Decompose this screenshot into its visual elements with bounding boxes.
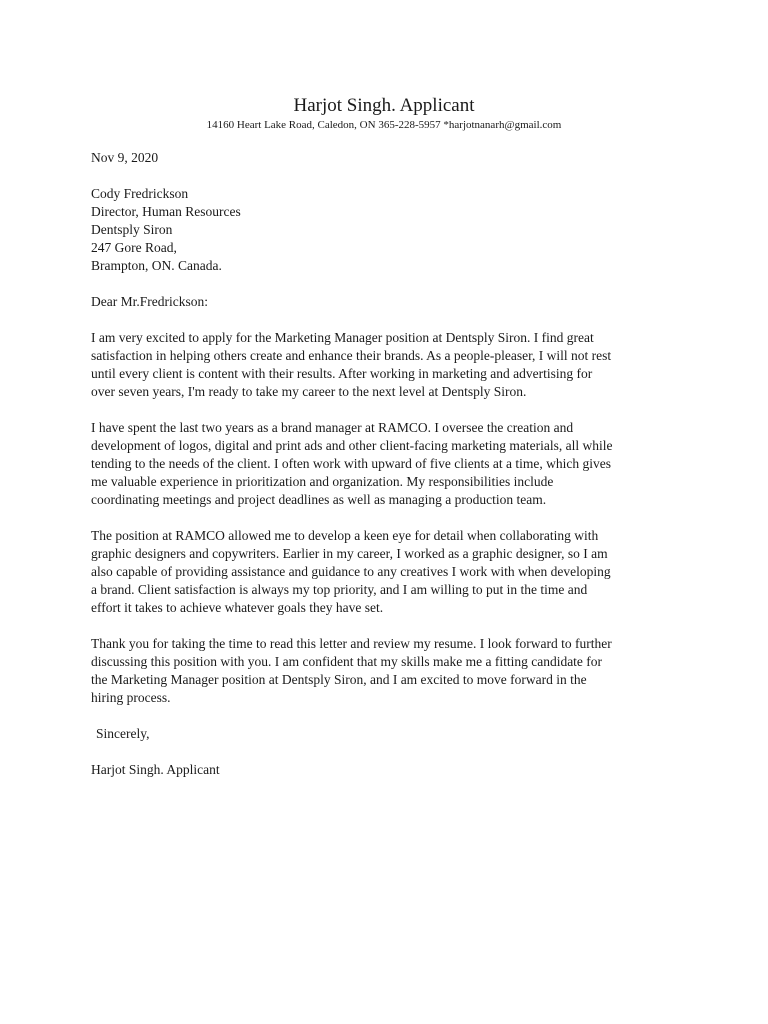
paragraph-line: the Marketing Manager position at Dentsply Siron, and I am excited to move forward in the [91, 672, 587, 687]
contact-line: 14160 Heart Lake Road, Caledon, ON 365-228-5957 *harjotnanarh@gmail.com [206, 119, 562, 131]
paragraph-line: over seven years, I'm ready to take my career to the next level at Dentsply Siron. [91, 384, 527, 399]
paragraph-line: me valuable experience in prioritization and organization. My responsibilities include [91, 474, 554, 489]
paragraph [91, 419, 691, 509]
paragraph-line: effort it takes to achieve whatever goals they have set. [91, 600, 384, 615]
paragraph-line: tending to the needs of the client. I often work with upward of five clients at a time, which gives [91, 456, 611, 471]
recipient-line: Cody Fredrickson [91, 186, 189, 201]
paragraph-line: satisfaction in helping others create and enhance their brands. As a people-pleaser, I will not rest [91, 348, 612, 363]
closing: Sincerely, [96, 726, 150, 741]
recipient-block [91, 185, 691, 275]
letter-body [91, 149, 691, 779]
recipient-line: Brampton, ON. Canada. [91, 258, 222, 273]
paragraph-line: The position at RAMCO allowed me to develop a keen eye for detail when collaborating with [91, 528, 599, 543]
recipient-line: Dentsply Siron [91, 222, 173, 237]
paragraph [91, 527, 691, 617]
paragraph-line: also capable of providing assistance and guidance to any creatives I work with when developing [91, 564, 611, 579]
paragraph-line: until every client is content with their results. After working in marketing and advertising for [91, 366, 593, 381]
applicant-name: Harjot Singh. Applicant [293, 95, 475, 116]
recipient-line: 247 Gore Road, [91, 240, 177, 255]
paragraph-line: hiring process. [91, 690, 171, 705]
recipient-line: Director, Human Resources [91, 204, 241, 219]
paragraph-line: a brand. Client satisfaction is always my top priority, and I am willing to put in the time and [91, 582, 588, 597]
signature-name: Harjot Singh. Applicant [91, 762, 220, 777]
salutation: Dear Mr.Fredrickson: [91, 294, 208, 309]
paragraph [91, 329, 691, 401]
paragraph-line: development of logos, digital and print ads and other client-facing marketing materials, all while [91, 438, 613, 453]
paragraph-line: I am very excited to apply for the Marketing Manager position at Dentsply Siron. I find great [91, 330, 594, 345]
paragraph-line: I have spent the last two years as a brand manager at RAMCO. I oversee the creation and [91, 420, 574, 435]
letterhead [0, 94, 768, 132]
letter-date: Nov 9, 2020 [91, 150, 159, 165]
paragraph-line: coordinating meetings and project deadlines as well as managing a production team. [91, 492, 547, 507]
paragraph-line: graphic designers and copywriters. Earlier in my career, I worked as a graphic designer, so I am [91, 546, 608, 561]
paragraph-line: discussing this position with you. I am confident that my skills make me a fitting candidate for [91, 654, 603, 669]
paragraph [91, 635, 691, 707]
paragraph-line: Thank you for taking the time to read this letter and review my resume. I look forward to further [91, 636, 612, 651]
